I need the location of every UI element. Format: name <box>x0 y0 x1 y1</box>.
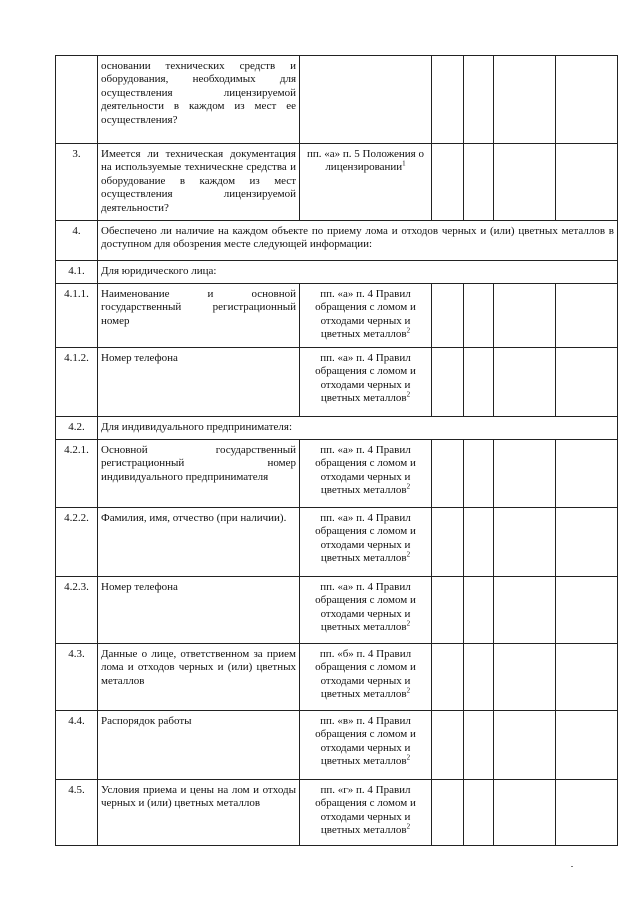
table-row <box>56 440 618 508</box>
source-text: пп. «а» п. 4 Правил обращения с ломом и отходами черных и цветных металлов <box>315 288 416 341</box>
source-reference <box>300 348 432 417</box>
comment-cell[interactable] <box>556 144 618 221</box>
table-row <box>56 348 618 417</box>
source-text: пп. «а» п. 4 Правил обращения с ломом и отходами черных и цветных металлов <box>315 352 416 405</box>
answer-yes-cell[interactable] <box>432 56 464 144</box>
table-row <box>56 644 618 711</box>
question-text: Условия приема и цены на лом и отходы черных и (или) цветных металлов <box>98 780 300 846</box>
question-text: Наименование и основной государственный регистрационный номер <box>98 284 300 348</box>
answer-yes-cell[interactable] <box>432 711 464 780</box>
answer-yes-cell[interactable] <box>432 284 464 348</box>
answer-no-cell[interactable] <box>464 577 494 644</box>
row-number: 4.2.3. <box>56 577 98 644</box>
comment-cell[interactable] <box>556 577 618 644</box>
answer-yes-cell[interactable] <box>432 780 464 846</box>
answer-no-cell[interactable] <box>464 440 494 508</box>
comment-cell[interactable] <box>556 56 618 144</box>
not-applicable-cell[interactable] <box>494 644 556 711</box>
section-heading: Обеспечено ли наличие на каждом объекте по приему лома и отходов черных и (или) цветных металлов в доступном для обозрения месте следующей информации: <box>98 221 618 261</box>
answer-yes-cell[interactable] <box>432 644 464 711</box>
table-row <box>56 144 618 221</box>
not-applicable-cell[interactable] <box>494 56 556 144</box>
footnote-marker: 2 <box>406 482 411 491</box>
source-reference <box>300 440 432 508</box>
comment-cell[interactable] <box>556 348 618 417</box>
row-number: 4.1. <box>56 261 98 284</box>
source-reference <box>300 56 432 144</box>
table-row <box>56 577 618 644</box>
footnote-marker: 2 <box>406 550 411 559</box>
section-heading: Для индивидуального предпринимателя: <box>98 417 618 440</box>
source-text: пп. «а» п. 5 Положения о лицензировании <box>307 148 424 174</box>
answer-no-cell[interactable] <box>464 711 494 780</box>
question-text: Распорядок работы <box>98 711 300 780</box>
table-row <box>56 56 618 144</box>
answer-no-cell[interactable] <box>464 780 494 846</box>
comment-cell[interactable] <box>556 440 618 508</box>
footnote-marker: 2 <box>406 686 411 695</box>
row-number: 4.3. <box>56 644 98 711</box>
footnote-marker: 2 <box>406 822 411 831</box>
row-number: 4.4. <box>56 711 98 780</box>
not-applicable-cell[interactable] <box>494 348 556 417</box>
table-row <box>56 780 618 846</box>
row-number: 4.5. <box>56 780 98 846</box>
answer-no-cell[interactable] <box>464 348 494 417</box>
answer-yes-cell[interactable] <box>432 577 464 644</box>
not-applicable-cell[interactable] <box>494 711 556 780</box>
table-row <box>56 508 618 577</box>
question-text: Имеется ли техническая документация на используемые техническне средства и оборудование в каждом из мест осуществления лицензируемой деятельности? <box>98 144 300 221</box>
not-applicable-cell[interactable] <box>494 284 556 348</box>
answer-no-cell[interactable] <box>464 508 494 577</box>
footnote-marker: 2 <box>406 619 411 628</box>
answer-yes-cell[interactable] <box>432 348 464 417</box>
not-applicable-cell[interactable] <box>494 508 556 577</box>
answer-no-cell[interactable] <box>464 56 494 144</box>
table-row <box>56 221 618 261</box>
source-text: пп. «б» п. 4 Правил обращения с ломом и отходами черных и цветных металлов <box>315 648 416 701</box>
source-reference <box>300 577 432 644</box>
row-number: 3. <box>56 144 98 221</box>
section-heading: Для юридического лица: <box>98 261 618 284</box>
question-text: Номер телефона <box>98 348 300 417</box>
not-applicable-cell[interactable] <box>494 577 556 644</box>
answer-yes-cell[interactable] <box>432 440 464 508</box>
table-row <box>56 284 618 348</box>
not-applicable-cell[interactable] <box>494 780 556 846</box>
source-reference <box>300 508 432 577</box>
source-text: пп. «г» п. 4 Правил обращения с ломом и отходами черных и цветных металлов <box>315 784 416 837</box>
question-text: Данные о лице, ответственном за прием лома и отходов черных и (или) цветных металлов <box>98 644 300 711</box>
row-number: 4. <box>56 221 98 261</box>
source-reference <box>300 711 432 780</box>
row-number: 4.1.1. <box>56 284 98 348</box>
answer-yes-cell[interactable] <box>432 144 464 221</box>
table-row <box>56 417 618 440</box>
table-row <box>56 711 618 780</box>
source-text: пп. «а» п. 4 Правил обращения с ломом и отходами черных и цветных металлов <box>315 512 416 565</box>
footnote-marker: 2 <box>406 753 411 762</box>
row-number: 4.2. <box>56 417 98 440</box>
row-number: 4.2.2. <box>56 508 98 577</box>
answer-no-cell[interactable] <box>464 144 494 221</box>
row-number <box>56 56 98 144</box>
footnote-marker: 2 <box>406 326 411 335</box>
footnote-marker: 2 <box>406 390 411 399</box>
footnote-marker: 1 <box>402 159 406 168</box>
source-reference <box>300 780 432 846</box>
question-text: Номер телефона <box>98 577 300 644</box>
row-number: 4.2.1. <box>56 440 98 508</box>
question-text: основании технических средств и оборудования, необходимых для осуществления лицензируемой деятельности в каждом из мест ее осуществления? <box>98 56 300 144</box>
question-text: Основной государственный регистрационный номер индивидуального предпринимателя <box>98 440 300 508</box>
comment-cell[interactable] <box>556 284 618 348</box>
answer-yes-cell[interactable] <box>432 508 464 577</box>
source-text: пп. «а» п. 4 Правил обращения с ломом и отходами черных и цветных металлов <box>315 444 416 497</box>
table-row <box>56 261 618 284</box>
source-reference <box>300 284 432 348</box>
comment-cell[interactable] <box>556 644 618 711</box>
comment-cell[interactable] <box>556 508 618 577</box>
not-applicable-cell[interactable] <box>494 144 556 221</box>
not-applicable-cell[interactable] <box>494 440 556 508</box>
source-text: пп. «а» п. 4 Правил обращения с ломом и отходами черных и цветных металлов <box>315 581 416 634</box>
source-reference <box>300 144 432 221</box>
answer-no-cell[interactable] <box>464 284 494 348</box>
comment-cell[interactable] <box>556 711 618 780</box>
comment-cell[interactable] <box>556 780 618 846</box>
scan-dot <box>571 866 573 867</box>
source-text: пп. «в» п. 4 Правил обращения с ломом и отходами черных и цветных металлов <box>315 715 416 768</box>
source-reference <box>300 644 432 711</box>
question-text: Фамилия, имя, отчество (при наличии). <box>98 508 300 577</box>
row-number: 4.1.2. <box>56 348 98 417</box>
checklist-table <box>55 55 618 846</box>
answer-no-cell[interactable] <box>464 644 494 711</box>
